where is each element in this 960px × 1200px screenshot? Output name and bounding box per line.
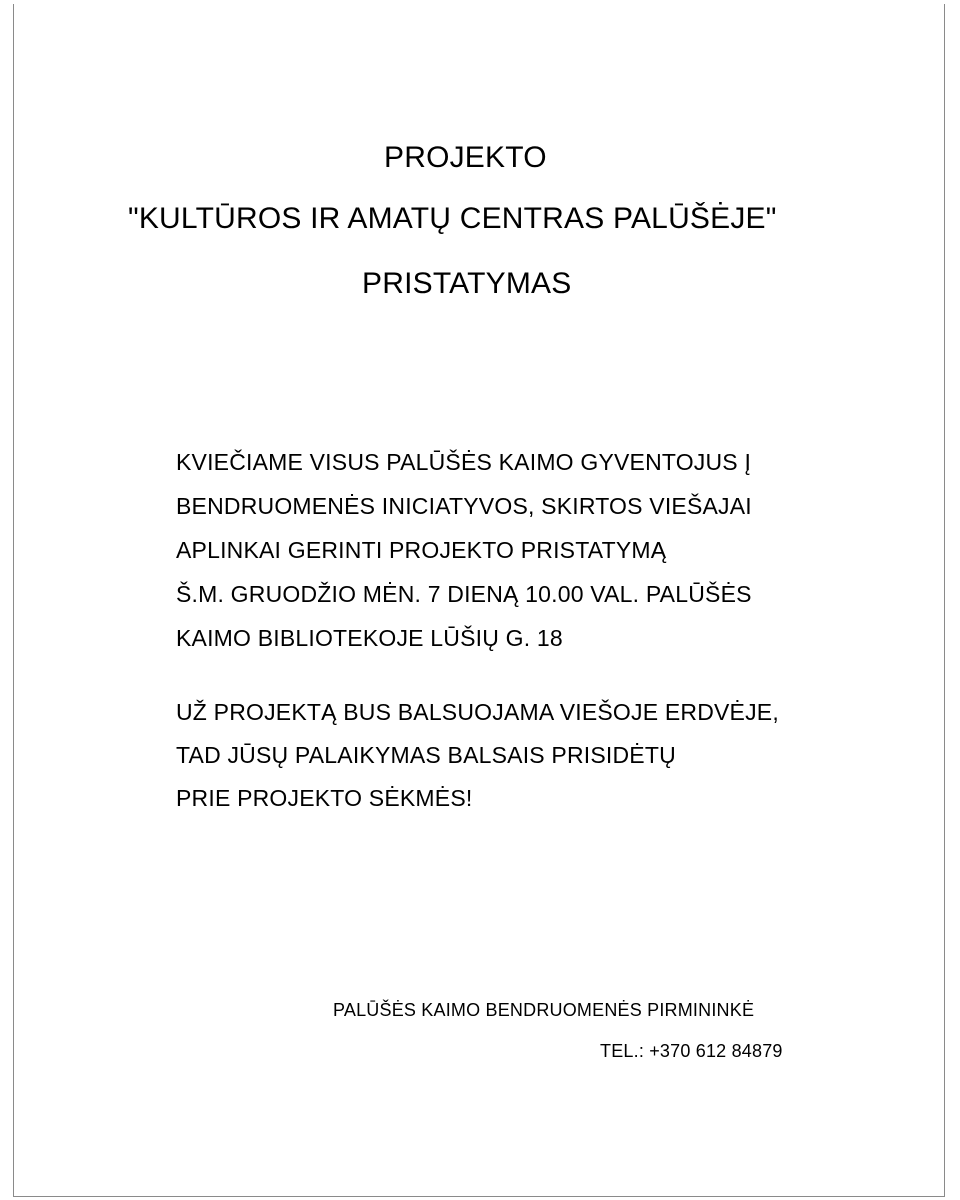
invitation-line: BENDRUOMENĖS INICIATYVOS, SKIRTOS VIEŠAJAI <box>176 493 752 519</box>
invitation-line: APLINKAI GERINTI PROJEKTO PRISTATYMĄ <box>176 537 667 563</box>
heading-line-2: "KULTŪROS IR AMATŲ CENTRAS PALŪŠĖJE" <box>128 202 777 235</box>
invitation-line: Š.M. GRUODŽIO MĖN. 7 DIENĄ 10.00 VAL. PALŪŠĖS <box>176 581 752 607</box>
voting-line: UŽ PROJEKTĄ BUS BALSUOJAMA VIEŠOJE ERDVĖJE, <box>176 699 779 725</box>
voting-line: PRIE PROJEKTO SĖKMĖS! <box>176 785 473 811</box>
heading-line-3: PRISTATYMAS <box>362 267 572 300</box>
signature-title: PALŪŠĖS KAIMO BENDRUOMENĖS PIRMININKĖ <box>333 1000 755 1020</box>
voting-line: TAD JŪSŲ PALAIKYMAS BALSAIS PRISIDĖTŲ <box>176 742 676 768</box>
heading-line-1: PROJEKTO <box>384 141 547 174</box>
invitation-line: KVIEČIAME VISUS PALŪŠĖS KAIMO GYVENTOJUS Į <box>176 449 752 475</box>
invitation-line: KAIMO BIBLIOTEKOJE LŪŠIŲ G. 18 <box>176 625 563 651</box>
signature-phone: TEL.: +370 612 84879 <box>600 1041 783 1061</box>
